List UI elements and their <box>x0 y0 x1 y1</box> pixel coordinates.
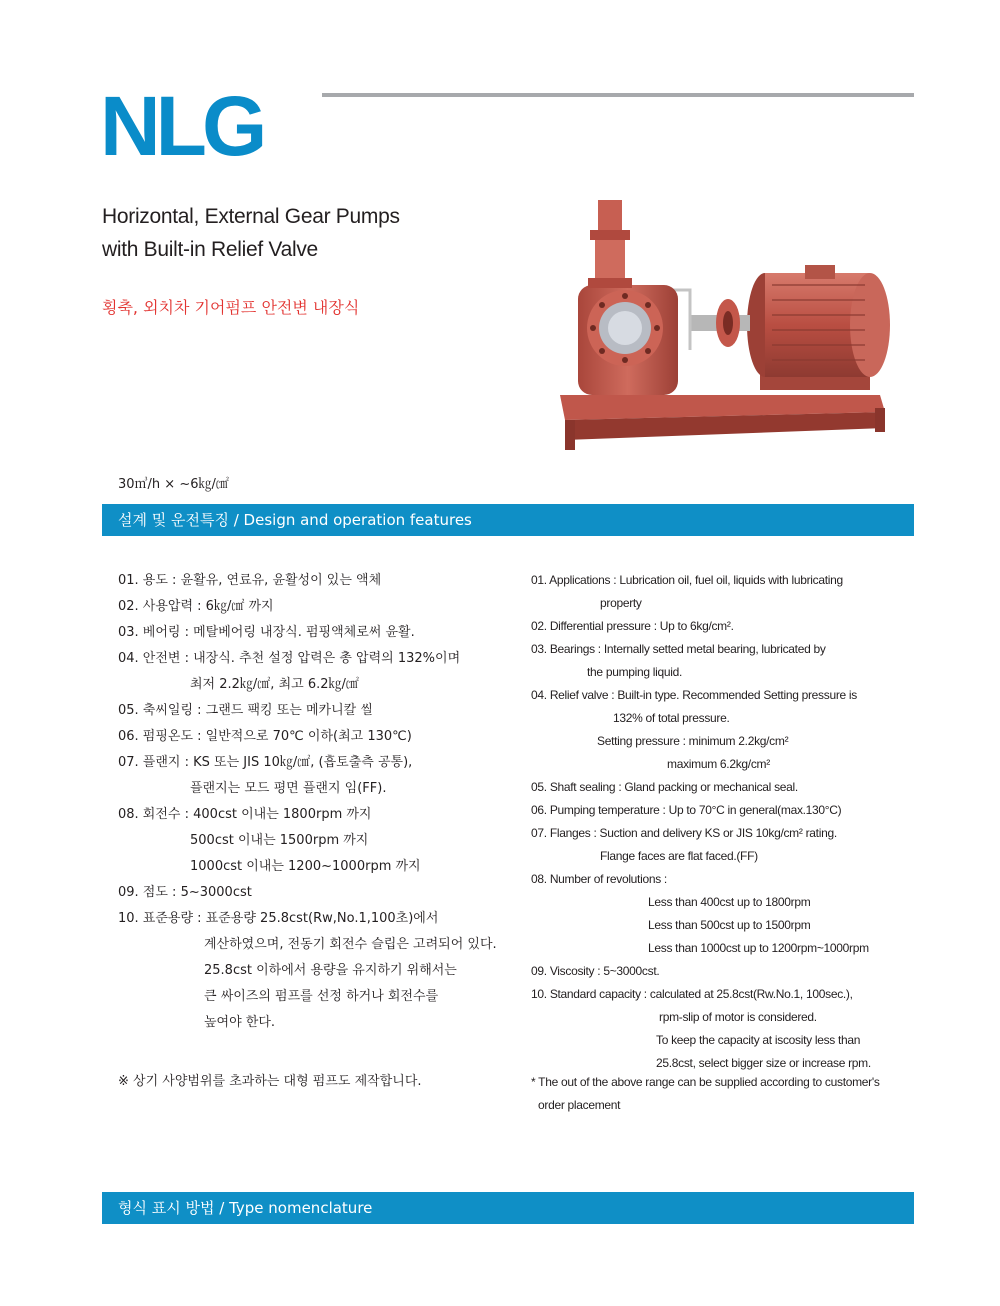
list-item: To keep the capacity at iscosity less than <box>656 1033 861 1047</box>
list-item: 09. 점도 : 5~3000cst <box>118 885 252 900</box>
list-item: the pumping liquid. <box>587 665 683 679</box>
list-item: 02. 사용압력 : 6㎏/㎠ 까지 <box>118 599 274 614</box>
korean-product-title: 횡축, 외치차 기어펌프 안전변 내장식 <box>102 298 360 317</box>
list-item: 플랜지는 모드 평면 플랜지 임(FF). <box>190 781 387 796</box>
list-item: 최저 2.2㎏/㎠, 최고 6.2㎏/㎠ <box>190 677 359 692</box>
list-item: property <box>600 596 642 610</box>
list-item: 25.8cst 이하에서 용량을 유지하기 위해서는 <box>204 963 457 978</box>
list-item: 01. 용도 : 윤활유, 연료유, 윤활성이 있는 액체 <box>118 573 382 588</box>
subtitle-line-2: with Built-in Relief Valve <box>102 238 318 261</box>
list-item: 높여야 한다. <box>204 1015 276 1030</box>
section-bar-type-nomenclature: 형식 표시 방법 / Type nomenclature <box>102 1192 914 1224</box>
list-item: Less than 500cst up to 1500rpm <box>648 918 811 932</box>
korean-footnote: ※ 상기 사양범위를 초과하는 대형 펌프도 제작합니다. <box>118 1074 422 1089</box>
list-item: 01. Applications : Lubrication oil, fuel oil, liquids with lubricating <box>531 573 843 587</box>
list-item: 02. Differential pressure : Up to 6kg/cm². <box>531 619 734 633</box>
list-item: maximum 6.2kg/cm² <box>667 757 770 771</box>
list-item: 04. Relief valve : Built-in type. Recommended Setting pressure is <box>531 688 857 702</box>
list-item: 계산하였으며, 전동기 회전수 슬립은 고려되어 있다. <box>204 937 497 952</box>
list-item: 08. Number of revolutions : <box>531 872 667 886</box>
english-footnote-line-2: order placement <box>538 1098 621 1112</box>
list-item: 08. 회전수 : 400cst 이내는 1800rpm 까지 <box>118 807 372 822</box>
list-item: 09. Viscosity : 5~3000cst. <box>531 964 660 978</box>
section-bar-design-features: 설계 및 운전특징 / Design and operation features <box>102 504 914 536</box>
list-item: 25.8cst, select bigger size or increase rpm. <box>656 1056 871 1070</box>
list-item: 04. 안전변 : 내장식. 추천 설정 압력은 총 압력의 132%이며 <box>118 651 461 666</box>
list-item: 07. 플랜지 : KS 또는 JIS 10㎏/㎠, (흡토출측 공통), <box>118 755 413 770</box>
list-item: 03. Bearings : Internally setted metal bearing, lubricated by <box>531 642 826 656</box>
list-item: 07. Flanges : Suction and delivery KS or JIS 10kg/cm² rating. <box>531 826 837 840</box>
english-footnote-line-1: * The out of the above range can be supplied according to customer's <box>531 1075 880 1089</box>
list-item: 10. Standard capacity : calculated at 25.8cst(Rw.No.1, 100sec.), <box>531 987 853 1001</box>
list-item: 03. 베어링 : 메탈베어링 내장식. 펌핑액체로써 윤활. <box>118 625 415 640</box>
list-item: 06. Pumping temperature : Up to 70°C in general(max.130°C) <box>531 803 842 817</box>
subtitle-line-1: Horizontal, External Gear Pumps <box>102 205 400 228</box>
list-item: 05. 축씨일링 : 그랜드 팩킹 또는 메카니칼 씰 <box>118 703 373 718</box>
brand-logo-text: NLG <box>100 79 263 173</box>
pump-product-image <box>550 190 900 460</box>
list-item: Less than 1000cst up to 1200rpm~1000rpm <box>648 941 869 955</box>
english-features-list <box>531 569 914 1075</box>
list-item: 1000cst 이내는 1200~1000rpm 까지 <box>190 859 421 874</box>
list-item: rpm-slip of motor is considered. <box>659 1010 817 1024</box>
list-item: 132% of total pressure. <box>613 711 730 725</box>
korean-features-list <box>118 568 518 1036</box>
list-item: Less than 400cst up to 1800rpm <box>648 895 811 909</box>
product-subtitle <box>102 200 400 266</box>
list-item: 06. 펌핑온도 : 일반적으로 70℃ 이하(최고 130℃) <box>118 729 412 744</box>
english-footnote <box>531 1071 880 1117</box>
header-divider <box>322 93 914 97</box>
list-item: Flange faces are flat faced.(FF) <box>600 849 758 863</box>
capacity-spec: 30㎥/h × ~6㎏/㎠ <box>118 477 229 492</box>
list-item: 05. Shaft sealing : Gland packing or mechanical seal. <box>531 780 798 794</box>
list-item: 10. 표준용량 : 표준용량 25.8cst(Rw,No.1,100초)에서 <box>118 911 439 926</box>
list-item: Setting pressure : minimum 2.2kg/cm² <box>597 734 789 748</box>
list-item: 500cst 이내는 1500rpm 까지 <box>190 833 369 848</box>
list-item: 큰 싸이즈의 펌프를 선정 하거나 회전수를 <box>204 989 439 1004</box>
